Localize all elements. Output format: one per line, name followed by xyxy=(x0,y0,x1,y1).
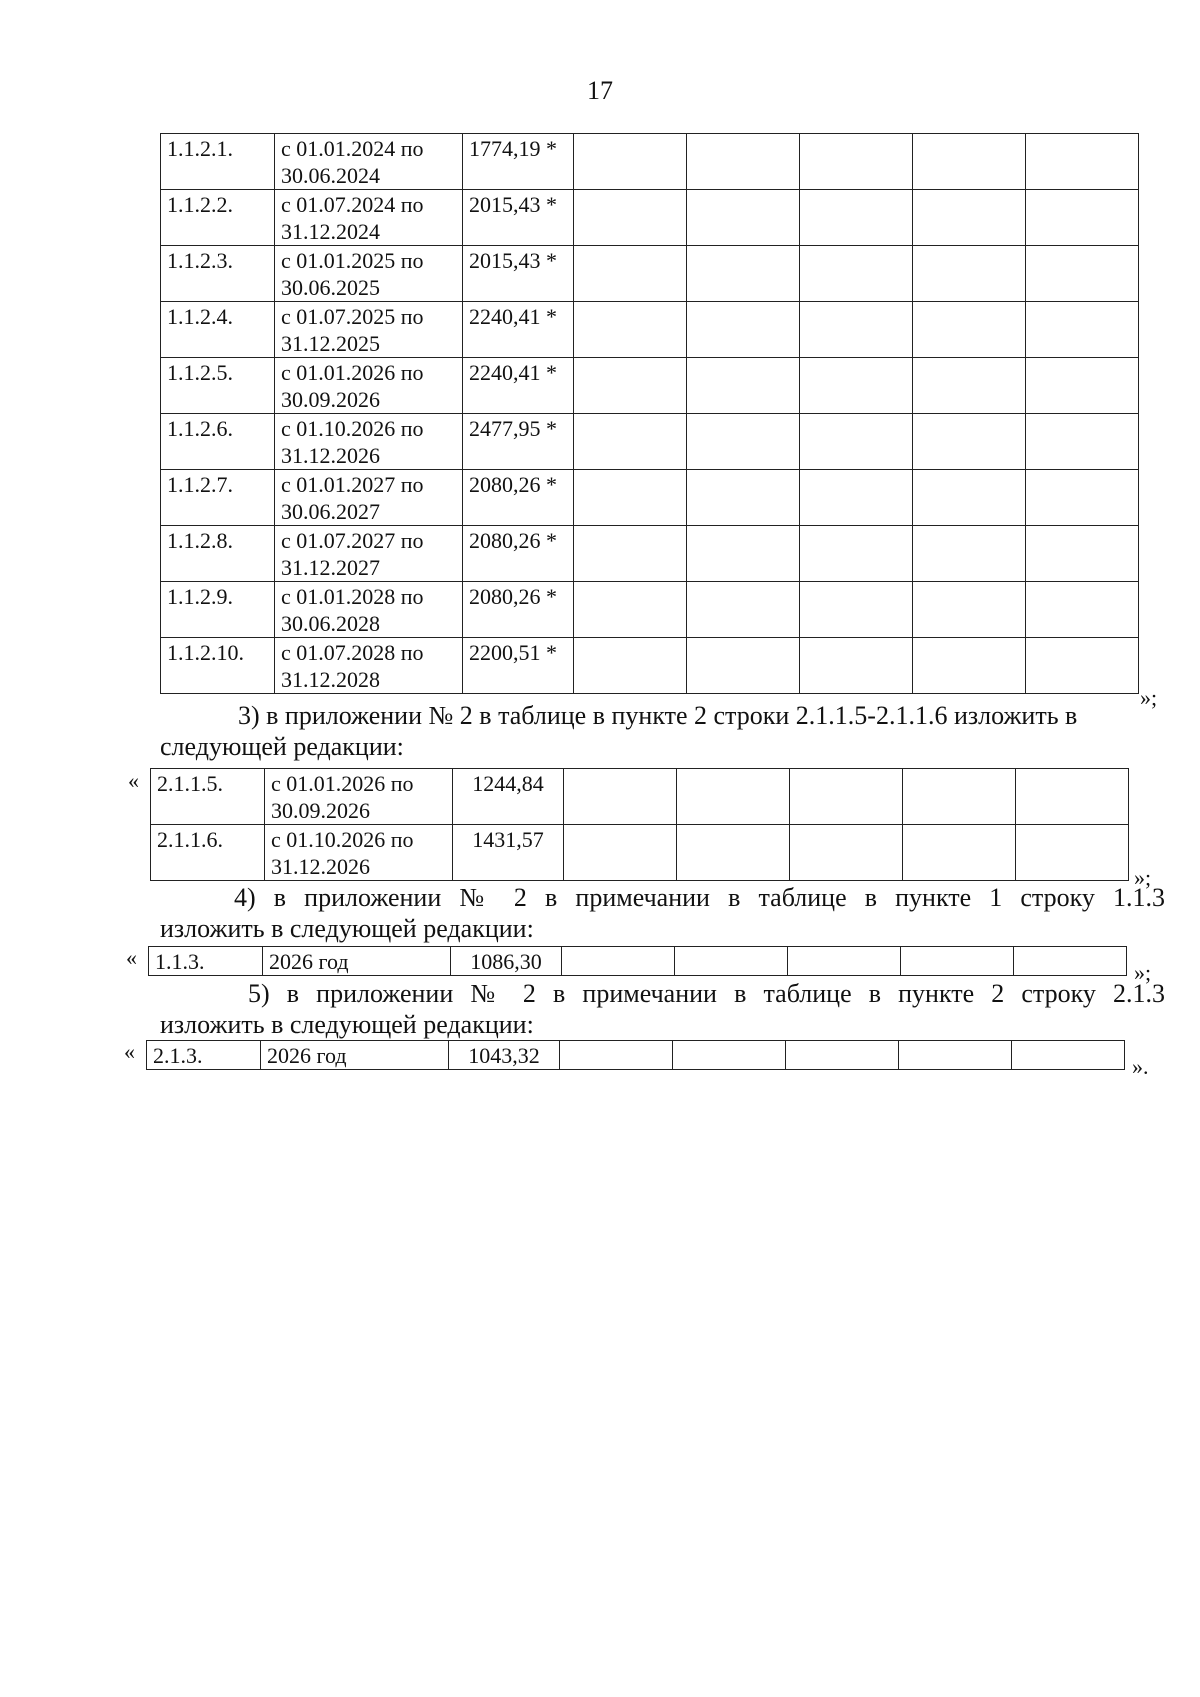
empty-cell xyxy=(1016,769,1129,825)
empty-cell xyxy=(562,947,675,976)
empty-cell xyxy=(687,638,800,694)
empty-cell xyxy=(913,302,1026,358)
table2-open-quote: « xyxy=(128,768,139,793)
empty-cell xyxy=(800,638,913,694)
empty-cell xyxy=(913,582,1026,638)
period-start: с 01.01.2025 по xyxy=(281,248,424,273)
row-value: 2080,26 * xyxy=(463,526,574,582)
table-row xyxy=(161,358,1139,414)
row-period xyxy=(275,246,463,302)
table-row xyxy=(151,825,1129,881)
row-value: 2080,26 * xyxy=(463,582,574,638)
table-row xyxy=(151,769,1129,825)
empty-cell xyxy=(574,414,687,470)
row-number: 1.1.2.6. xyxy=(161,414,275,470)
row-period: 2026 год xyxy=(261,1041,449,1070)
period-start: с 01.01.2026 по xyxy=(281,360,424,385)
empty-cell xyxy=(1026,246,1139,302)
empty-cell xyxy=(687,190,800,246)
empty-cell xyxy=(677,825,790,881)
empty-cell xyxy=(675,947,788,976)
empty-cell xyxy=(788,947,901,976)
table-row xyxy=(161,526,1139,582)
empty-cell xyxy=(901,947,1014,976)
row-period: 2026 год xyxy=(263,947,451,976)
row-value: 2240,41 * xyxy=(463,302,574,358)
row-value: 2080,26 * xyxy=(463,470,574,526)
empty-cell xyxy=(790,825,903,881)
empty-cell xyxy=(687,414,800,470)
row-period xyxy=(275,414,463,470)
row-number: 1.1.2.4. xyxy=(161,302,275,358)
period-end: 31.12.2025 xyxy=(281,331,380,356)
empty-cell xyxy=(687,526,800,582)
table3-open-quote: « xyxy=(126,945,137,970)
period-end: 30.06.2027 xyxy=(281,499,380,524)
period-end: 30.06.2025 xyxy=(281,275,380,300)
empty-cell xyxy=(913,526,1026,582)
paragraph-3-line-1: 3) в приложении № 2 в таблице в пункте 2 строки 2.1.1.5-2.1.1.6 изложить в xyxy=(238,701,1078,730)
period-start: с 01.01.2024 по xyxy=(281,136,424,161)
row-number: 1.1.2.2. xyxy=(161,190,275,246)
row-number: 1.1.2.8. xyxy=(161,526,275,582)
table-row xyxy=(161,638,1139,694)
empty-cell xyxy=(1014,947,1127,976)
empty-cell xyxy=(673,1041,786,1070)
row-value: 1043,32 xyxy=(449,1041,560,1070)
empty-cell xyxy=(687,358,800,414)
paragraph-5 xyxy=(160,978,1165,1040)
period-end: 30.09.2026 xyxy=(271,798,370,823)
empty-cell xyxy=(800,190,913,246)
period-end: 31.12.2026 xyxy=(281,443,380,468)
table-row xyxy=(161,470,1139,526)
empty-cell xyxy=(1026,526,1139,582)
empty-cell xyxy=(790,769,903,825)
empty-cell xyxy=(1026,414,1139,470)
empty-cell xyxy=(1026,470,1139,526)
empty-cell xyxy=(687,302,800,358)
empty-cell xyxy=(574,190,687,246)
empty-cell xyxy=(913,414,1026,470)
row-number: 1.1.2.10. xyxy=(161,638,275,694)
tariff-table-3 xyxy=(148,946,1127,976)
table-row xyxy=(161,414,1139,470)
table1-close-quote: »; xyxy=(1140,685,1158,710)
paragraph-4-line-2: изложить в следующей редакции: xyxy=(160,914,534,943)
empty-cell xyxy=(800,302,913,358)
row-number: 2.1.3. xyxy=(147,1041,261,1070)
table2-close-quote: »; xyxy=(1134,865,1152,890)
empty-cell xyxy=(1026,582,1139,638)
empty-cell xyxy=(574,638,687,694)
empty-cell xyxy=(687,246,800,302)
empty-cell xyxy=(560,1041,673,1070)
row-period xyxy=(275,526,463,582)
period-start: с 01.07.2025 по xyxy=(281,304,424,329)
table-row xyxy=(149,947,1127,976)
empty-cell xyxy=(800,526,913,582)
row-period xyxy=(275,302,463,358)
empty-cell xyxy=(1012,1041,1125,1070)
paragraph-4-line-1: 4) в приложении № 2 в примечании в таблице в пункте 1 строку 1.1.3 xyxy=(234,883,1165,912)
empty-cell xyxy=(800,414,913,470)
table-row xyxy=(161,302,1139,358)
period-end: 31.12.2027 xyxy=(281,555,380,580)
row-number: 2.1.1.6. xyxy=(151,825,265,881)
row-value: 2240,41 * xyxy=(463,358,574,414)
row-period xyxy=(275,190,463,246)
period-start: с 01.01.2026 по xyxy=(271,771,414,796)
empty-cell xyxy=(903,825,1016,881)
row-value: 2477,95 * xyxy=(463,414,574,470)
row-value: 1244,84 xyxy=(453,769,564,825)
row-value: 2015,43 * xyxy=(463,246,574,302)
empty-cell xyxy=(1026,134,1139,190)
row-period xyxy=(265,769,453,825)
empty-cell xyxy=(913,358,1026,414)
table3-close-quote: »; xyxy=(1134,960,1152,985)
row-value: 1774,19 * xyxy=(463,134,574,190)
empty-cell xyxy=(800,358,913,414)
row-number: 2.1.1.5. xyxy=(151,769,265,825)
period-start: с 01.01.2028 по xyxy=(281,584,424,609)
empty-cell xyxy=(687,134,800,190)
table-row xyxy=(161,582,1139,638)
empty-cell xyxy=(913,246,1026,302)
empty-cell xyxy=(913,638,1026,694)
period-end: 30.06.2028 xyxy=(281,611,380,636)
empty-cell xyxy=(903,769,1016,825)
empty-cell xyxy=(786,1041,899,1070)
empty-cell xyxy=(800,134,913,190)
paragraph-5-line-1: 5) в приложении № 2 в примечании в таблице в пункте 2 строку 2.1.3 xyxy=(248,979,1165,1008)
empty-cell xyxy=(800,470,913,526)
row-period xyxy=(275,582,463,638)
row-value: 1431,57 xyxy=(453,825,564,881)
tariff-table-1 xyxy=(160,133,1139,694)
tariff-table-2 xyxy=(150,768,1129,881)
row-period xyxy=(275,638,463,694)
row-number: 1.1.2.3. xyxy=(161,246,275,302)
paragraph-5-line-2: изложить в следующей редакции: xyxy=(160,1010,534,1039)
empty-cell xyxy=(687,470,800,526)
empty-cell xyxy=(574,358,687,414)
period-start: с 01.01.2027 по xyxy=(281,472,424,497)
period-end: 31.12.2028 xyxy=(281,667,380,692)
row-number: 1.1.2.1. xyxy=(161,134,275,190)
row-period xyxy=(275,470,463,526)
period-end: 31.12.2024 xyxy=(281,219,380,244)
row-number: 1.1.2.5. xyxy=(161,358,275,414)
empty-cell xyxy=(574,134,687,190)
empty-cell xyxy=(574,470,687,526)
table4-close-quote: ». xyxy=(1132,1054,1149,1079)
row-period xyxy=(275,134,463,190)
table4-open-quote: « xyxy=(124,1039,135,1064)
period-start: с 01.07.2028 по xyxy=(281,640,424,665)
empty-cell xyxy=(687,582,800,638)
paragraph-3-line-2: следующей редакции: xyxy=(160,732,404,761)
paragraph-3 xyxy=(160,700,1170,762)
empty-cell xyxy=(913,470,1026,526)
row-number: 1.1.3. xyxy=(149,947,263,976)
empty-cell xyxy=(1026,358,1139,414)
period-start: с 01.07.2027 по xyxy=(281,528,424,553)
period-end: 30.06.2024 xyxy=(281,163,380,188)
row-value: 1086,30 xyxy=(451,947,562,976)
table-row xyxy=(161,134,1139,190)
empty-cell xyxy=(1026,302,1139,358)
empty-cell xyxy=(677,769,790,825)
page-number: 17 xyxy=(587,76,613,105)
tariff-table-4 xyxy=(146,1040,1125,1070)
empty-cell xyxy=(1026,638,1139,694)
row-period xyxy=(275,358,463,414)
row-value: 2200,51 * xyxy=(463,638,574,694)
period-end: 31.12.2026 xyxy=(271,854,370,879)
empty-cell xyxy=(1016,825,1129,881)
row-number: 1.1.2.7. xyxy=(161,470,275,526)
empty-cell xyxy=(574,302,687,358)
period-start: с 01.10.2026 по xyxy=(271,827,414,852)
empty-cell xyxy=(800,582,913,638)
empty-cell xyxy=(564,825,677,881)
table-row xyxy=(161,190,1139,246)
empty-cell xyxy=(1026,190,1139,246)
row-period xyxy=(265,825,453,881)
table-row xyxy=(147,1041,1125,1070)
period-start: с 01.10.2026 по xyxy=(281,416,424,441)
empty-cell xyxy=(913,134,1026,190)
paragraph-4 xyxy=(160,882,1165,944)
row-value: 2015,43 * xyxy=(463,190,574,246)
empty-cell xyxy=(574,246,687,302)
empty-cell xyxy=(899,1041,1012,1070)
empty-cell xyxy=(913,190,1026,246)
empty-cell xyxy=(564,769,677,825)
table-row xyxy=(161,246,1139,302)
empty-cell xyxy=(800,246,913,302)
row-number: 1.1.2.9. xyxy=(161,582,275,638)
empty-cell xyxy=(574,582,687,638)
period-start: с 01.07.2024 по xyxy=(281,192,424,217)
empty-cell xyxy=(574,526,687,582)
period-end: 30.09.2026 xyxy=(281,387,380,412)
